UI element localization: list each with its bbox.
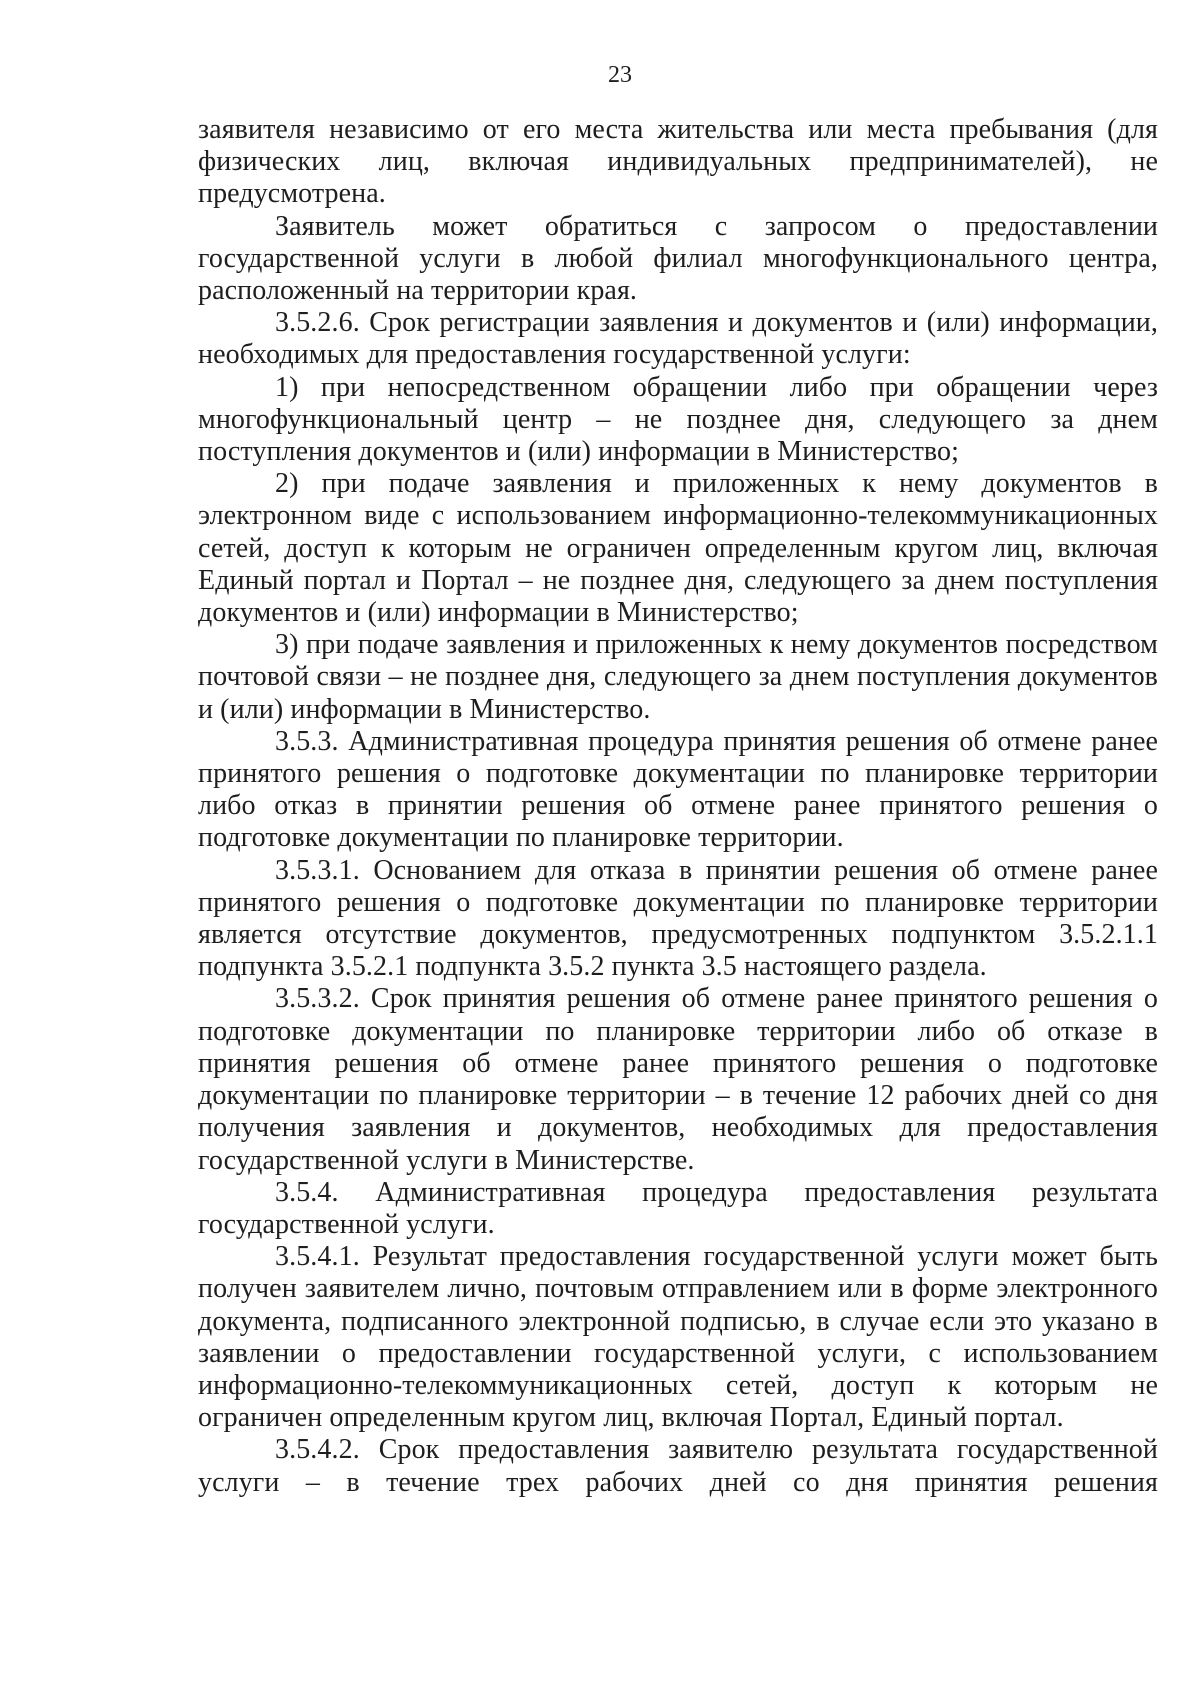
paragraph-item-3: 3) при подаче заявления и приложенных к нему документов посредством почтовой связи – не позднее дня, следующего за днем поступления документов и (или) информации в Министерство. [198, 629, 1158, 725]
paragraph-3-5-4-2: 3.5.4.2. Срок предоставления заявителю результата государственной услуги – в течение трех рабочих дней со дня принятия решения [198, 1434, 1158, 1498]
paragraph-item-2: 2) при подаче заявления и приложенных к нему документов в электронном виде с использованием информационно-телекоммуникационных сетей, доступ к которым не ограничен определенным кругом лиц, включая Единый портал и Портал – не позднее дня, следующего за днем поступления документов и (или) информации в Министерство; [198, 468, 1158, 629]
document-body [198, 114, 1158, 1499]
paragraph-3-5-4-1: 3.5.4.1. Результат предоставления государственной услуги может быть получен заявителем лично, почтовым отправлением или в форме электронного документа, подписанного электронной подписью, в случае если это указано в заявлении о предоставлении государственной услуги, с использованием информационно-телекоммуникационных сетей, доступ к которым не ограничен определенным кругом лиц, включая Портал, Единый портал. [198, 1241, 1158, 1434]
paragraph-3-5-4: 3.5.4. Административная процедура предоставления результата государственной услуги. [198, 1176, 1158, 1240]
paragraph-3-5-3-2: 3.5.3.2. Срок принятия решения об отмене ранее принятого решения о подготовке документации по планировке территории либо об отказе в принятия решения об отмене ранее принятого решения о подготовке документации по планировке территории – в течение 12 рабочих дней со дня получения заявления и документов, необходимых для предоставления государственной услуги в Министерстве. [198, 983, 1158, 1176]
paragraph-item-1: 1) при непосредственном обращении либо при обращении через многофункциональный центр – не позднее дня, следующего за днем поступления документов и (или) информации в Министерство; [198, 371, 1158, 468]
page-number: 23 [608, 62, 632, 88]
paragraph-mfc-branch: Заявитель может обратиться с запросом о предоставлении государственной услуги в любой филиал многофункционального центра, расположенный на территории края. [198, 210, 1158, 307]
paragraph-3-5-2-6: 3.5.2.6. Срок регистрации заявления и документов и (или) информации, необходимых для предоставления государственной услуги: [198, 307, 1158, 371]
paragraph-3-5-3: 3.5.3. Административная процедура принятия решения об отмене ранее принятого решения о подготовке документации по планировке территории либо отказ в принятии решения об отмене ранее принятого решения о подготовке документации по планировке территории. [198, 725, 1158, 854]
paragraph-3-5-3-1: 3.5.3.1. Основанием для отказа в принятии решения об отмене ранее принятого решения о подготовке документации по планировке территории является отсутствие документов, предусмотренных подпунктом 3.5.2.1.1 подпункта 3.5.2.1 подпункта 3.5.2 пункта 3.5 настоящего раздела. [198, 854, 1158, 983]
paragraph-continuation: заявителя независимо от его места жительства или места пребывания (для физических лиц, включая индивидуальных предпринимателей), не предусмотрена. [198, 114, 1158, 210]
